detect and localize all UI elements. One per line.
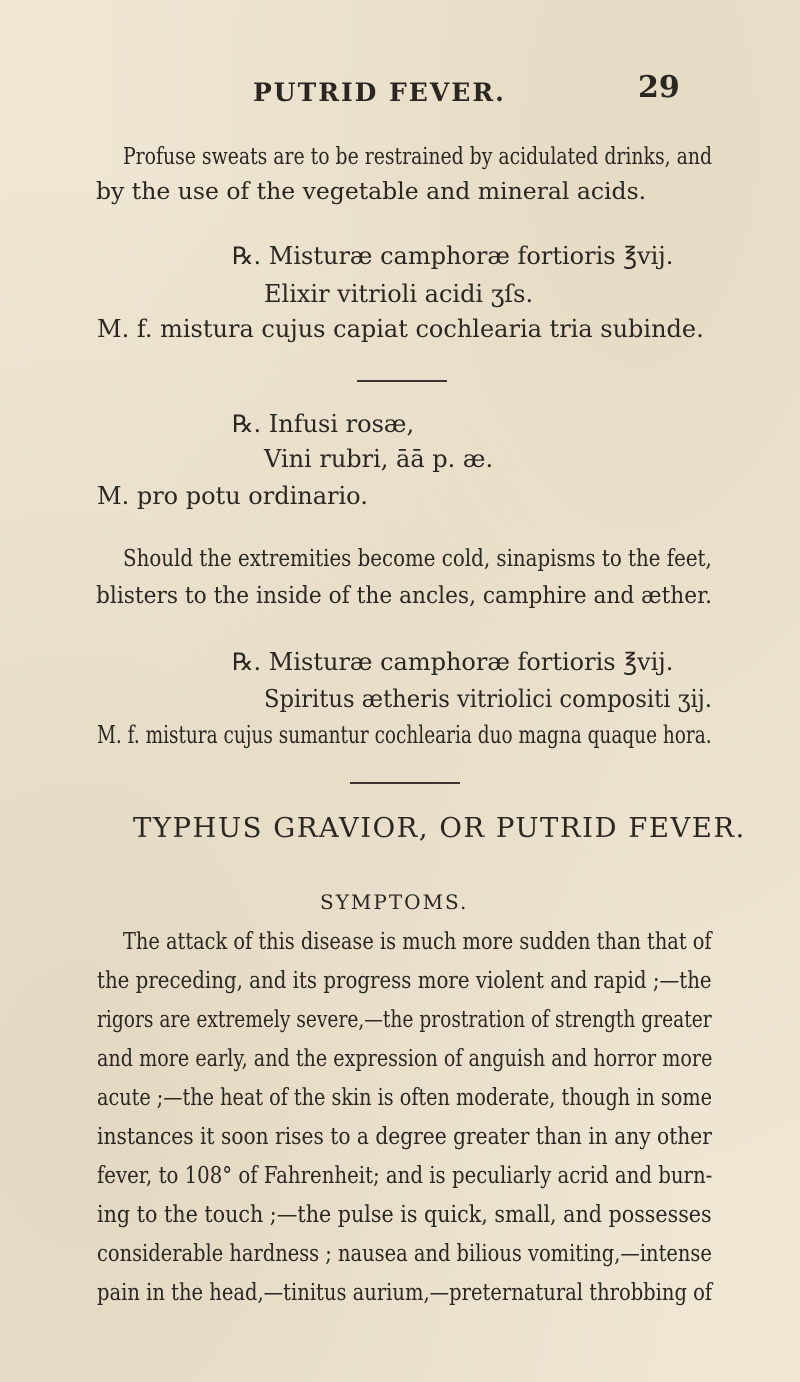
- para1-line-1: Profuse sweats are to be restrained by acidulated drinks, and: [123, 142, 713, 170]
- para3-line-9: considerable hardness ; nausea and bilious vomiting,—intense: [97, 1239, 712, 1267]
- para3-line-3: rigors are extremely severe,—the prostration of strength greater: [97, 1005, 712, 1033]
- para3-line-4: and more early, and the expression of anguish and horror more: [97, 1044, 713, 1072]
- divider-rule: [350, 782, 460, 784]
- para3-line-6: instances it soon rises to a degree greater than in any other: [97, 1122, 712, 1150]
- rx1-line-2: Elixir vitrioli acidi ʒſs.: [264, 280, 534, 308]
- para2-line-1: Should the extremities become cold, sinapisms to the feet,: [123, 544, 712, 572]
- para3-line-7: fever, to 108° of Fahrenheit; and is peculiarly acrid and burn-: [97, 1161, 713, 1189]
- rx3-line-1: ℞. Misturæ camphoræ fortioris ℥vij.: [232, 648, 674, 676]
- para3-line-8: ing to the touch ;—the pulse is quick, small, and possesses: [97, 1200, 712, 1228]
- symptoms-heading: SYMPTOMS.: [320, 890, 469, 914]
- rx2-line-2: Vini rubri, āā p. æ.: [264, 445, 494, 473]
- rx1-line-1: ℞. Misturæ camphoræ fortioris ℥vij.: [232, 242, 674, 270]
- para3-line-10: pain in the head,—tinitus aurium,—preternatural throbbing of: [97, 1278, 713, 1306]
- rx3-line-2: Spiritus ætheris vitriolici compositi ʒij.: [264, 685, 712, 713]
- para3-line-5: acute ;—the heat of the skin is often moderate, though in some: [97, 1083, 712, 1111]
- rx3-line-3: M. f. mistura cujus sumantur cochlearia duo magna quaque hora.: [97, 721, 712, 749]
- rx1-line-3: M. f. mistura cujus capiat cochlearia tria subinde.: [97, 315, 704, 343]
- para3-line-2: the preceding, and its progress more violent and rapid ;—the: [97, 966, 712, 994]
- para1-line-2: by the use of the vegetable and mineral acids.: [96, 177, 647, 205]
- rx2-line-1: ℞. Infusi rosæ,: [232, 410, 415, 438]
- page-number: 29: [638, 70, 680, 105]
- running-title: PUTRID FEVER.: [253, 78, 506, 107]
- para3-line-1: The attack of this disease is much more sudden than that of: [123, 927, 712, 955]
- para2-line-2: blisters to the inside of the ancles, camphire and æther.: [96, 581, 713, 609]
- rx2-line-3: M. pro potu ordinario.: [97, 482, 368, 510]
- section-title: TYPHUS GRAVIOR, OR PUTRID FEVER.: [133, 812, 746, 844]
- divider-rule: [357, 380, 447, 382]
